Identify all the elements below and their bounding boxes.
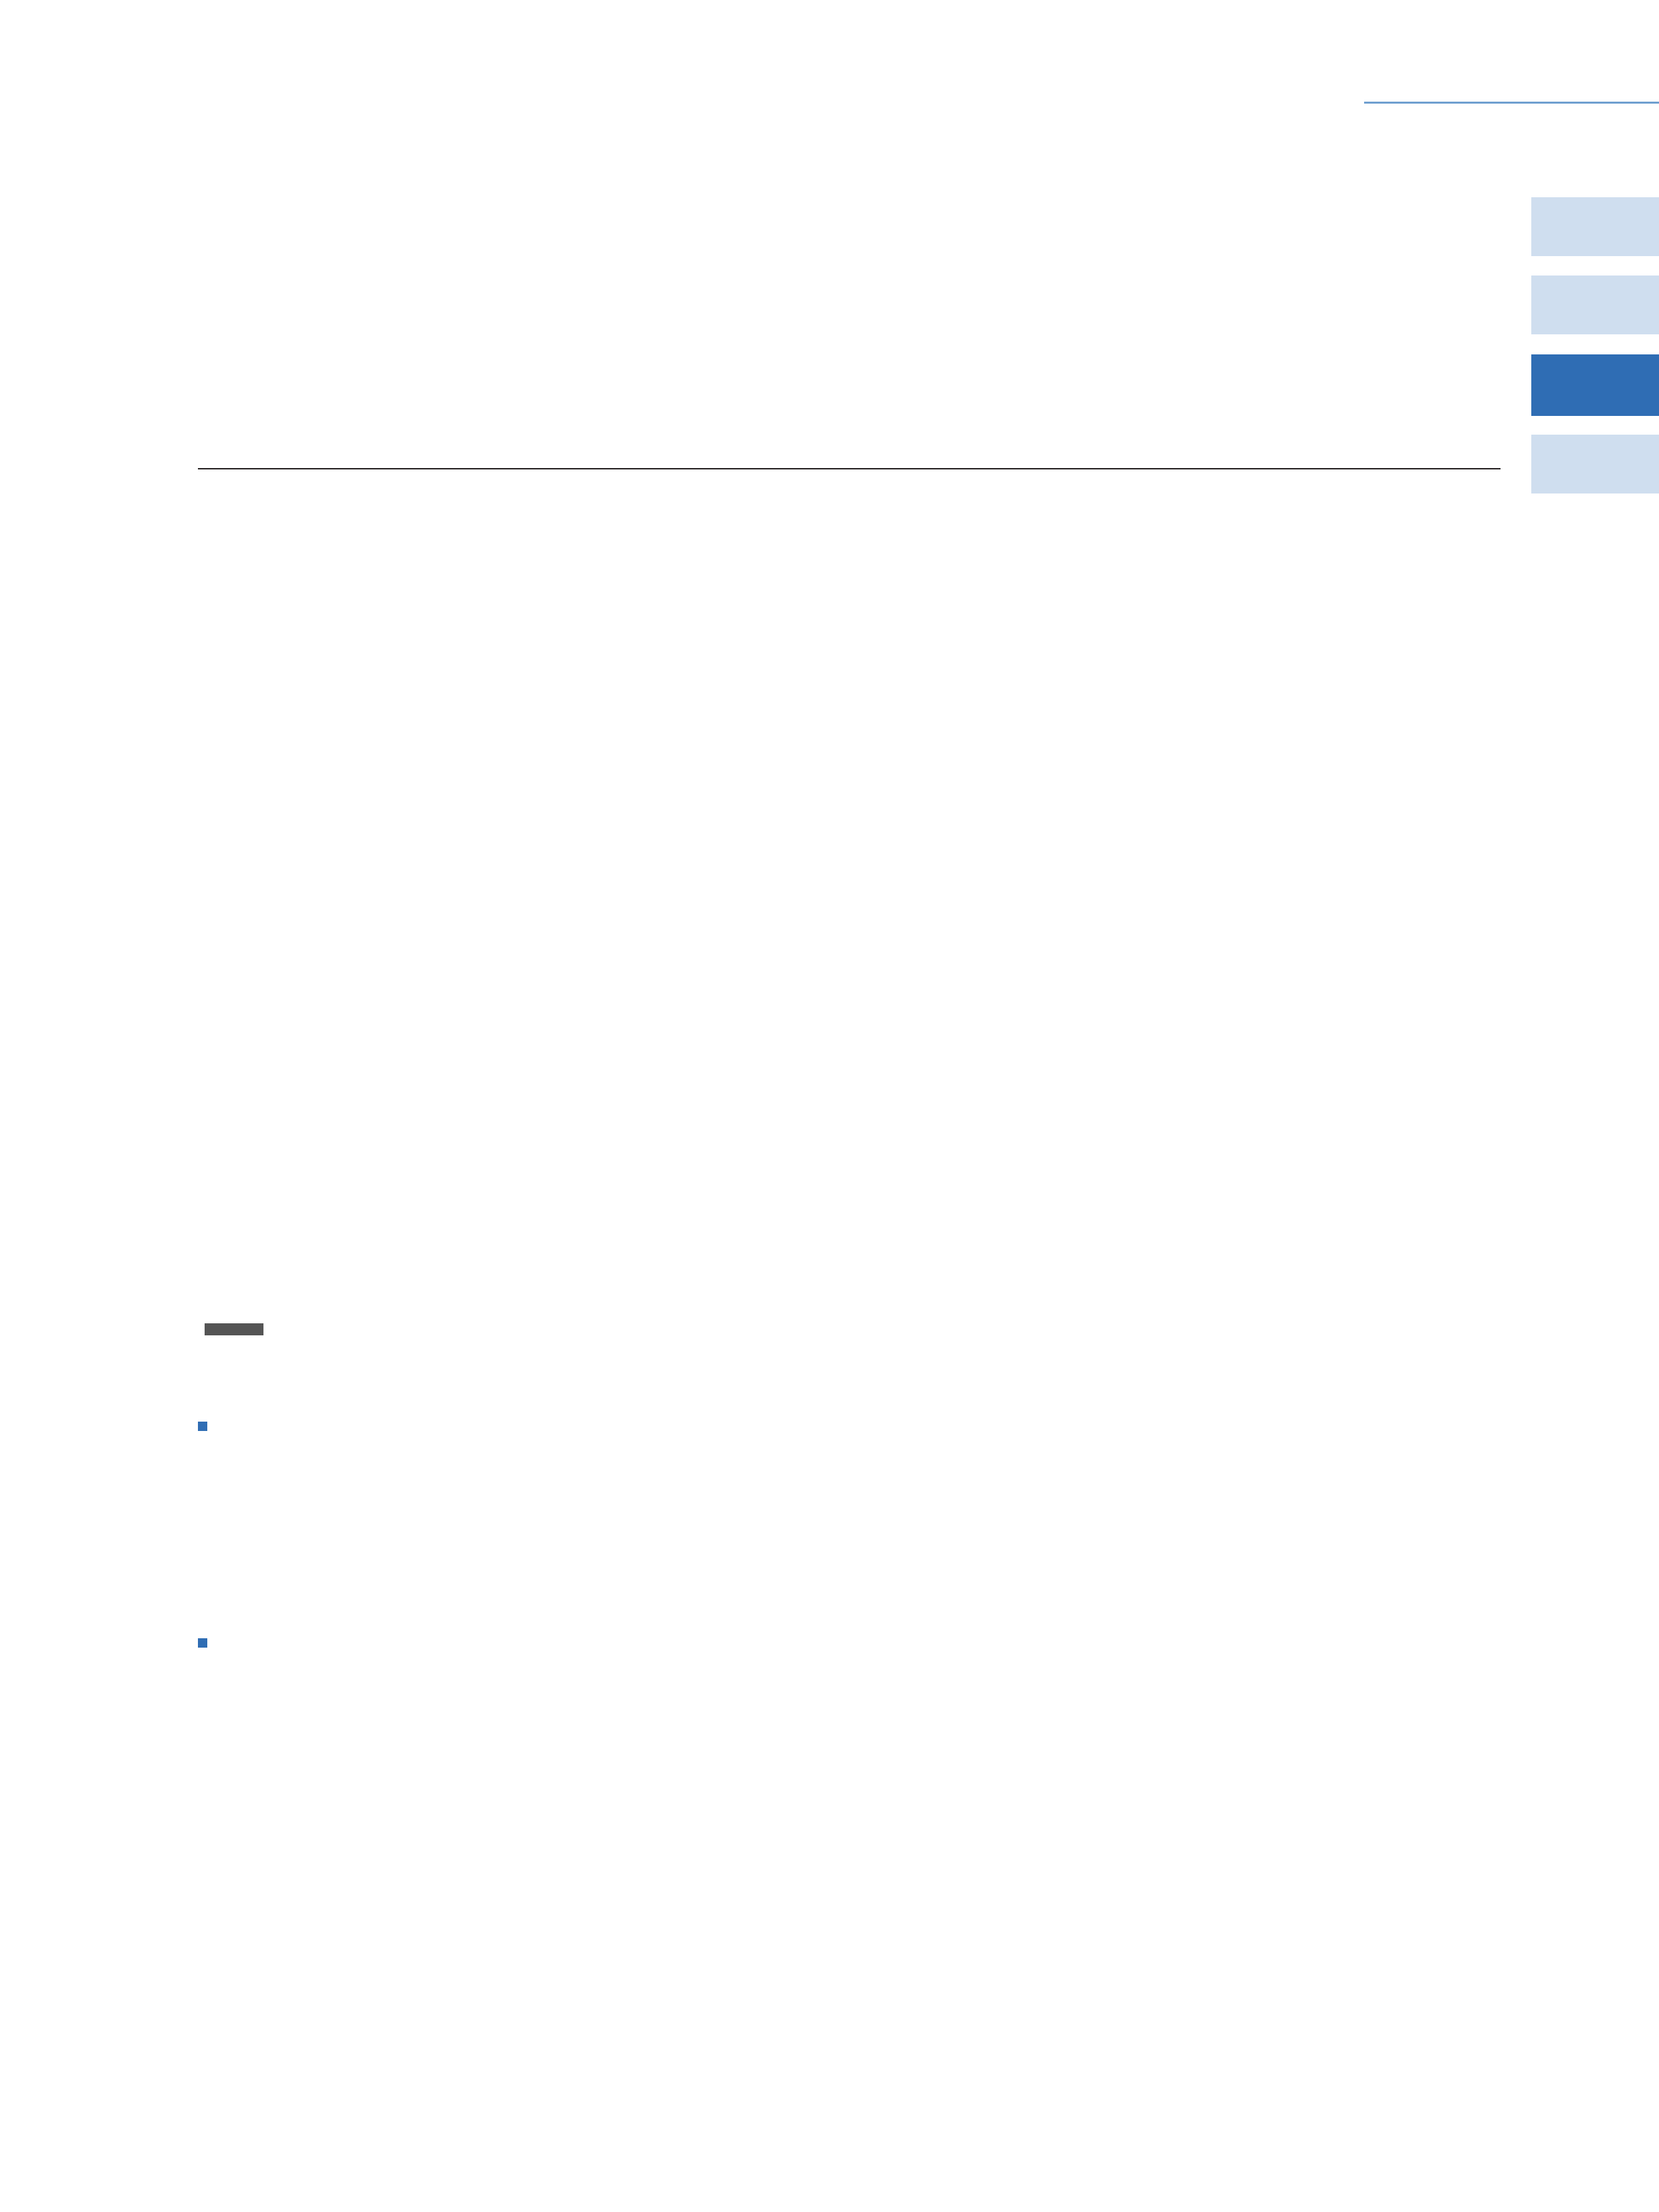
statlink-logo-icon	[205, 1323, 263, 1335]
header-rule	[1364, 102, 1659, 104]
side-tab-blank	[1531, 435, 1659, 493]
statlink	[198, 1319, 270, 1337]
bullet-square-icon	[198, 1638, 207, 1648]
side-tab-blank	[1531, 197, 1659, 256]
side-tab-blank	[1531, 275, 1659, 334]
bullet-square-icon	[198, 1422, 207, 1431]
figure-title-rule	[198, 468, 1501, 469]
scatter-chart	[181, 535, 1551, 1117]
side-tab-c5[interactable]	[1531, 354, 1659, 416]
page-footer	[935, 2105, 1501, 2139]
